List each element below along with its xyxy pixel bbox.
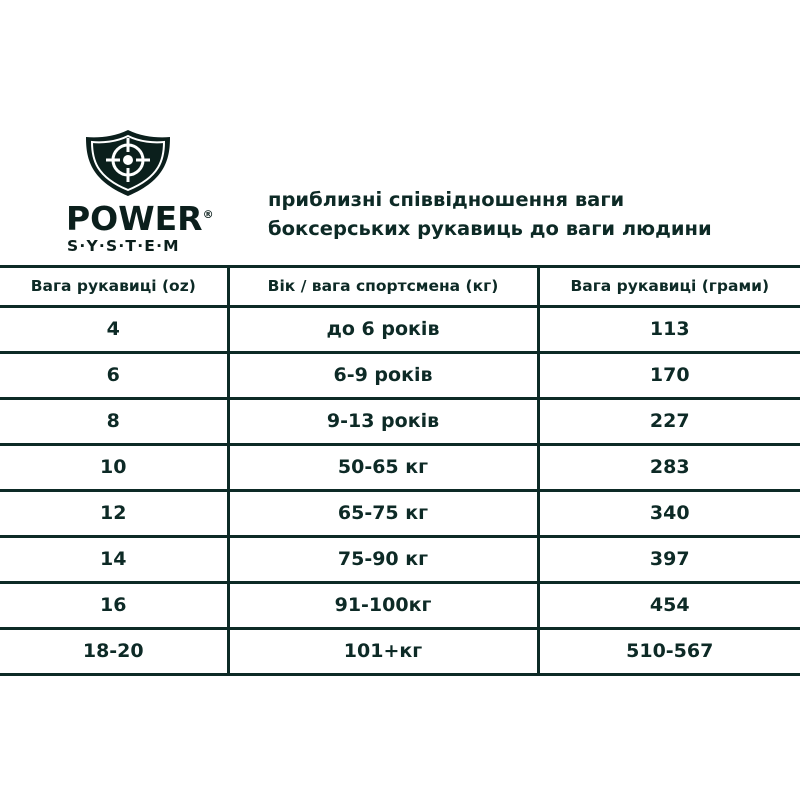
table-row [0, 491, 800, 537]
brand-name [60, 199, 250, 238]
page-title-line-1: приблизні співвідношення ваги [268, 188, 625, 212]
brand-logo [0, 128, 250, 265]
table-row [0, 445, 800, 491]
column-header-glove-oz: Вага рукавиці (oz) [0, 267, 228, 307]
shield-crosshair-icon [78, 128, 178, 198]
cell-athlete: 91-100кг [228, 583, 538, 629]
brand-tagline: S·Y·S·T·E·M [67, 237, 180, 255]
table-row [0, 629, 800, 675]
cell-glove-oz: 6 [0, 353, 228, 399]
table-header [0, 267, 800, 307]
cell-glove-oz: 10 [0, 445, 228, 491]
header [0, 0, 800, 265]
table-body [0, 307, 800, 675]
cell-athlete: 101+кг [228, 629, 538, 675]
table-row [0, 399, 800, 445]
cell-glove-grams: 283 [538, 445, 800, 491]
table-row [0, 537, 800, 583]
column-header-glove-grams: Вага рукавиці (грами) [538, 267, 800, 307]
cell-glove-oz: 14 [0, 537, 228, 583]
cell-glove-grams: 170 [538, 353, 800, 399]
cell-glove-grams: 454 [538, 583, 800, 629]
table-row [0, 307, 800, 353]
table-row [0, 353, 800, 399]
table-header-row [0, 267, 800, 307]
cell-glove-grams: 227 [538, 399, 800, 445]
cell-glove-oz: 4 [0, 307, 228, 353]
column-header-athlete: Вік / вага спортсмена (кг) [228, 267, 538, 307]
cell-glove-oz: 12 [0, 491, 228, 537]
glove-weight-table [0, 265, 800, 676]
cell-athlete: 75-90 кг [228, 537, 538, 583]
cell-athlete: 6-9 років [228, 353, 538, 399]
cell-athlete: 65-75 кг [228, 491, 538, 537]
page-title [250, 186, 800, 265]
cell-glove-oz: 16 [0, 583, 228, 629]
cell-athlete: до 6 років [228, 307, 538, 353]
table-row [0, 583, 800, 629]
registered-mark: ® [202, 208, 214, 221]
page-title-line-2: боксерських рукавиць до ваги людини [268, 216, 712, 240]
cell-glove-grams: 340 [538, 491, 800, 537]
cell-glove-grams: 113 [538, 307, 800, 353]
cell-athlete: 9-13 років [228, 399, 538, 445]
cell-glove-grams: 397 [538, 537, 800, 583]
cell-glove-oz: 8 [0, 399, 228, 445]
cell-glove-grams: 510-567 [538, 629, 800, 675]
brand-name-text: POWER [66, 199, 203, 238]
cell-glove-oz: 18-20 [0, 629, 228, 675]
cell-athlete: 50-65 кг [228, 445, 538, 491]
